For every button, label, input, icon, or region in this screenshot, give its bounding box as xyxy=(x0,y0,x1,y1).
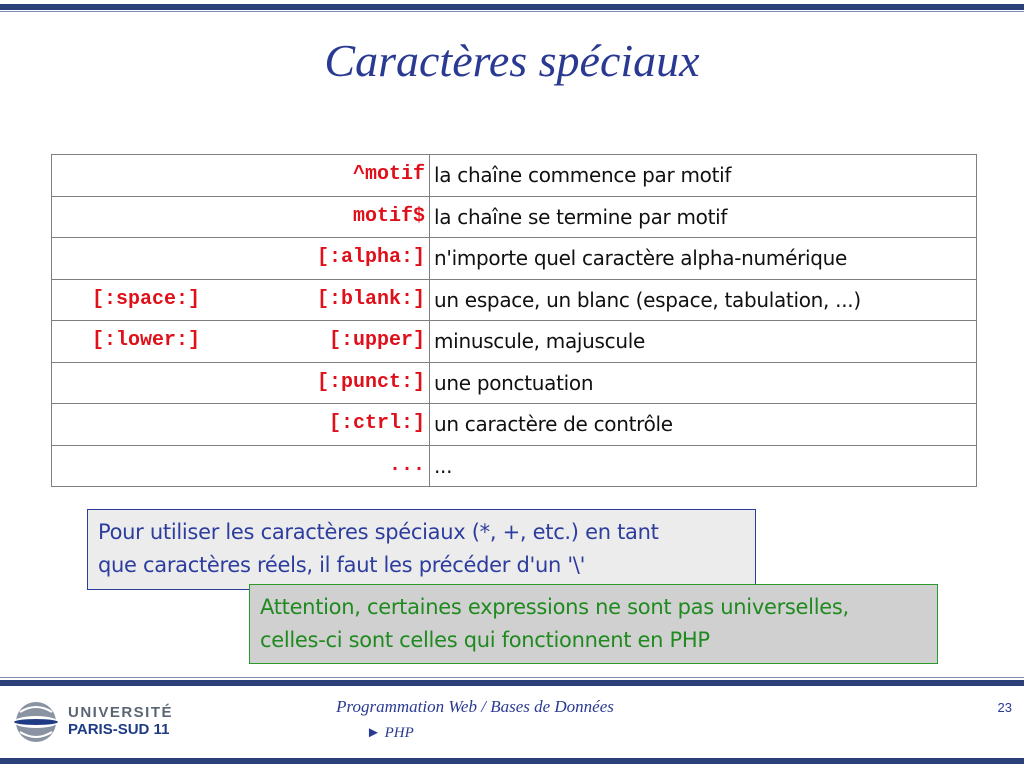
warning-note-line: Attention, certaines expressions ne sont pas universelles, xyxy=(260,595,849,619)
table-row xyxy=(52,196,977,238)
escape-note-line: Pour utiliser les caractères spéciaux (*, +, etc.) en tant xyxy=(98,520,659,544)
code-right: [:alpha:] xyxy=(316,246,425,269)
code-cell xyxy=(52,404,430,446)
description-cell: n'importe quel caractère alpha-numérique xyxy=(430,238,977,280)
logo-text-paris-sud: PARIS-SUD 11 xyxy=(68,721,170,738)
description-cell: la chaîne commence par motif xyxy=(430,155,977,197)
code-right: ^motif xyxy=(352,163,425,186)
table-row xyxy=(52,279,977,321)
description-cell: ... xyxy=(430,445,977,487)
code-cell xyxy=(52,238,430,280)
table-row xyxy=(52,404,977,446)
code-cell xyxy=(52,321,430,363)
top-divider-line xyxy=(0,11,1024,12)
escape-note-line: que caractères réels, il faut les précéder d'un '\' xyxy=(98,553,586,577)
footer-section-label: ► PHP xyxy=(366,725,414,741)
code-right: ... xyxy=(388,453,425,477)
logo-text-universite: UNIVERSITÉ xyxy=(68,704,174,721)
table-row xyxy=(52,238,977,280)
code-left: [:space:] xyxy=(92,287,201,311)
code-cell xyxy=(52,445,430,487)
warning-note-box xyxy=(249,584,938,664)
regex-table xyxy=(51,154,977,487)
table-row xyxy=(52,362,977,404)
code-right: motif$ xyxy=(352,204,425,228)
description-cell: la chaîne se termine par motif xyxy=(430,196,977,238)
table-row xyxy=(52,445,977,487)
description-cell: un caractère de contrôle xyxy=(430,404,977,446)
table-row xyxy=(52,321,977,363)
footer-course-title: Programmation Web / Bases de Données xyxy=(336,697,614,716)
code-right: [:blank:] xyxy=(316,287,425,311)
bottom-divider-line xyxy=(0,677,1024,678)
description-cell: minuscule, majuscule xyxy=(430,321,977,363)
code-cell xyxy=(52,196,430,238)
code-right: [:ctrl:] xyxy=(328,412,425,435)
warning-note-line: celles-ci sont celles qui fonctionnent en PHP xyxy=(260,628,710,652)
footer-bottom-bar xyxy=(0,758,1024,764)
university-logo xyxy=(12,694,182,750)
description-cell: un espace, un blanc (espace, tabulation, ...) xyxy=(430,279,977,321)
code-right: [:punct:] xyxy=(316,370,425,394)
description-cell: une ponctuation xyxy=(430,362,977,404)
code-left: [:lower:] xyxy=(92,329,201,352)
university-emblem-icon xyxy=(12,694,62,750)
table-row xyxy=(52,155,977,197)
bottom-divider-bar xyxy=(0,680,1024,686)
code-cell xyxy=(52,279,430,321)
escape-note-box xyxy=(87,509,756,590)
slide-title: Caractères spéciaux xyxy=(324,35,700,86)
top-divider-bar xyxy=(0,4,1024,10)
code-right: [:upper] xyxy=(328,329,425,352)
page-number: 23 xyxy=(997,700,1012,715)
code-cell xyxy=(52,155,430,197)
code-cell xyxy=(52,362,430,404)
